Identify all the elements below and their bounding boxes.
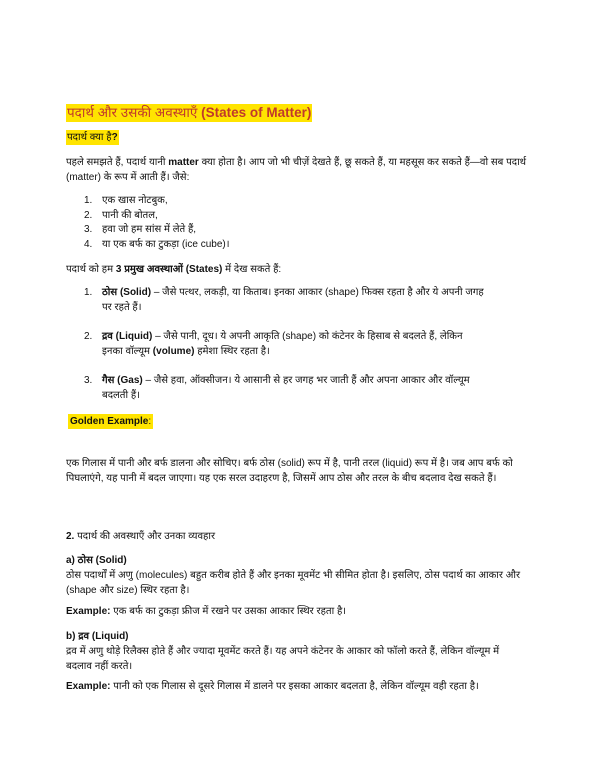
title-hindi: पदार्थ और उसकी अवस्थाएँ — [67, 105, 202, 120]
list-item: 4. या एक बर्फ का टुकड़ा (ice cube)। — [84, 238, 230, 250]
list-item: 2. द्रव (Liquid) – जैसे पानी, दूध। ये अपनी आकृति (shape) को कंटेनर के हिसाब से बदलते हैं, लेकिन इनका वॉल्यूम (volume) हमेशा स्थिर रहता है। — [84, 331, 463, 357]
list-item: 1. ठोस (Solid) – जैसे पत्थर, लकड़ी, या किताब। इनका आकार (shape) फिक्स रहता है और ये अपनी जगह पर रहते हैं। — [84, 287, 484, 313]
section-2-heading: 2. पदार्थ की अवस्थाएँ और उनका व्यवहार — [66, 531, 216, 542]
states-list — [84, 285, 484, 403]
golden-example-text: एक गिलास में पानी और बर्फ डालना और सोचिए। बर्फ ठोस (solid) रूप में है, पानी तरल (liquid) रूप में है। जब आप बर्फ को पिघलाएंगे, यह पानी में बदल जाएगा। यह एक सरल उदाहरण है, जिसमें आप ठोस और तरल के बीच बदलाव देख सकते हैं। — [66, 458, 513, 484]
solid-heading: a) ठोस (Solid) — [66, 555, 127, 566]
title-english: (States of Matter) — [201, 105, 312, 120]
solid-example: Example: एक बर्फ का टुकड़ा फ्रीज में रखने पर उसका आकार स्थिर रहता है। — [66, 606, 347, 617]
question-text: पदार्थ क्या है — [67, 132, 112, 143]
liquid-heading: b) द्रव (Liquid) — [66, 631, 129, 642]
liquid-text: द्रव में अणु थोड़े रिलैक्स होते हैं और ज्यादा मूवमेंट करते हैं। यह अपने कंटेनर के आकार को फॉलो करते हैं, लेकिन वॉल्यूम में बदलाव नहीं करते। — [66, 646, 500, 672]
list-item: 3. गैस (Gas) – जैसे हवा, ऑक्सीजन। ये आसानी से हर जगह भर जाती हैं और अपना आकार और वॉल्यूम बदलती हैं। — [84, 375, 470, 401]
list-item: 2. पानी की बोतल, — [84, 209, 158, 221]
examples-list — [84, 194, 524, 252]
list-item: 1. एक खास नोटबुक, — [84, 195, 168, 206]
solid-text: ठोस पदार्थों में अणु (molecules) बहुत करीब होते हैं और इनका मूवमेंट भी सीमित होता है। इसलिए, ठोस पदार्थ का आकार और (shape और size) स्थिर रहता है। — [66, 570, 521, 596]
page-title — [66, 104, 312, 122]
intro-paragraph: पहले समझते हैं, पदार्थ यानी matter क्या होता है। आप जो भी चीज़ें देखते हैं, छू सकते हैं, या महसूस कर सकते हैं—वो सब पदार्थ (matter) के रूप में आती हैं। जैसे: — [66, 157, 527, 183]
question-heading — [66, 130, 119, 145]
golden-example-heading: Golden Example: — [70, 416, 152, 427]
list-item: 3. हवा जो हम सांस में लेते हैं, — [84, 224, 197, 235]
states-intro: पदार्थ को हम 3 प्रमुख अवस्थाओं (States) में देख सकते हैं: — [66, 264, 282, 275]
liquid-example: Example: पानी को एक गिलास से दूसरे गिलास में डालने पर इसका आकार बदलता है, लेकिन वॉल्यूम वही रहता है। — [66, 681, 479, 692]
question-mark: ? — [111, 132, 118, 143]
